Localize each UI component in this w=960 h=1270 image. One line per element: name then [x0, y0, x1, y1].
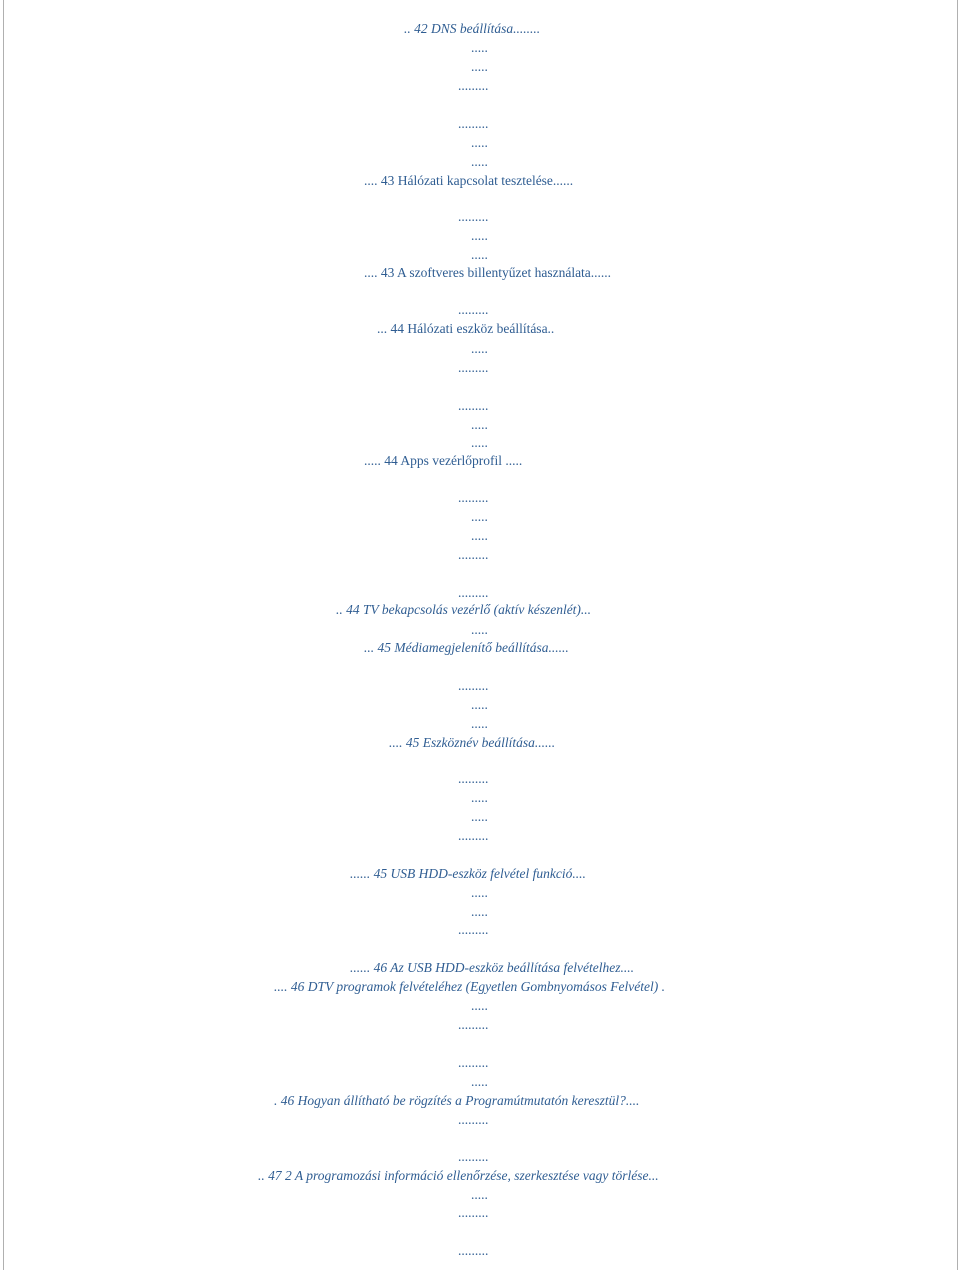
- toc-leader-dots: .........: [458, 678, 489, 693]
- toc-leader-dots: .....: [471, 1074, 488, 1089]
- toc-leader-dots: .....: [471, 417, 488, 432]
- toc-leader-dots: .........: [458, 398, 489, 413]
- toc-leader-dots: .........: [458, 1149, 489, 1164]
- toc-entry[interactable]: .. 44 TV bekapcsolás vezérlő (aktív készenlét)...: [336, 602, 592, 617]
- toc-leader-dots: .....: [471, 998, 488, 1013]
- toc-entry[interactable]: .... 46 DTV programok felvételéhez (Egyetlen Gombnyomásos Felvétel) .: [274, 979, 666, 994]
- toc-entry[interactable]: .... 43 Hálózati kapcsolat tesztelése......: [364, 173, 574, 188]
- toc-leader-dots: .....: [471, 528, 488, 543]
- toc-leader-dots: .....: [471, 247, 488, 262]
- toc-entry[interactable]: ...... 45 USB HDD-eszköz felvétel funkció....: [350, 866, 586, 881]
- toc-leader-dots: .........: [458, 1055, 489, 1070]
- toc-leader-dots: .....: [471, 904, 488, 919]
- toc-leader-dots: .........: [458, 547, 489, 562]
- toc-leader-dots: .........: [458, 360, 489, 375]
- toc-leader-dots: .....: [471, 435, 488, 450]
- toc-leader-dots: .........: [458, 490, 489, 505]
- toc-leader-dots: .........: [458, 209, 489, 224]
- toc-leader-dots: .....: [471, 885, 488, 900]
- toc-entry[interactable]: ... 45 Médiamegjelenítő beállítása......: [364, 640, 569, 655]
- toc-leader-dots: .........: [458, 116, 489, 131]
- toc-leader-dots: .....: [471, 341, 488, 356]
- toc-leader-dots: .....: [471, 697, 488, 712]
- toc-leader-dots: .........: [458, 585, 489, 600]
- toc-entry[interactable]: .. 47 2 A programozási információ ellenőrzése, szerkesztése vagy törlése...: [258, 1168, 659, 1183]
- toc-leader-dots: .........: [458, 771, 489, 786]
- toc-entry[interactable]: ..... 44 Apps vezérlőprofil .....: [364, 453, 523, 468]
- toc-leader-dots: .....: [471, 135, 488, 150]
- toc-entry[interactable]: .... 45 Eszköznév beállítása......: [389, 735, 556, 750]
- toc-leader-dots: .....: [471, 716, 488, 731]
- toc-leader-dots: .....: [471, 809, 488, 824]
- toc-entry[interactable]: . 46 Hogyan állítható be rögzítés a Programútmutatón keresztül?....: [274, 1093, 640, 1108]
- toc-leader-dots: .....: [471, 622, 488, 637]
- toc-leader-dots: .....: [471, 1187, 488, 1202]
- toc-entry[interactable]: .. 42 DNS beállítása........: [404, 21, 541, 36]
- toc-leader-dots: .........: [458, 1017, 489, 1032]
- toc-leader-dots: .........: [458, 922, 489, 937]
- toc-leader-dots: .........: [458, 78, 489, 93]
- toc-leader-dots: .....: [471, 154, 488, 169]
- toc-leader-dots: .....: [471, 509, 488, 524]
- toc-leader-dots: .........: [458, 828, 489, 843]
- toc-entry[interactable]: ...... 46 Az USB HDD-eszköz beállítása felvételhez....: [350, 960, 634, 975]
- toc-leader-dots: .....: [471, 40, 488, 55]
- toc-leader-dots: .........: [458, 1243, 489, 1258]
- toc-leader-dots: .....: [471, 228, 488, 243]
- toc-leader-dots: .........: [458, 1205, 489, 1220]
- toc-leader-dots: .........: [458, 1112, 489, 1127]
- toc-entry[interactable]: ... 44 Hálózati eszköz beállítása..: [377, 321, 555, 336]
- toc-leader-dots: .....: [471, 790, 488, 805]
- toc-entry[interactable]: .... 43 A szoftveres billentyűzet használata......: [364, 265, 612, 280]
- toc-leader-dots: .........: [458, 302, 489, 317]
- toc-leader-dots: .....: [471, 59, 488, 74]
